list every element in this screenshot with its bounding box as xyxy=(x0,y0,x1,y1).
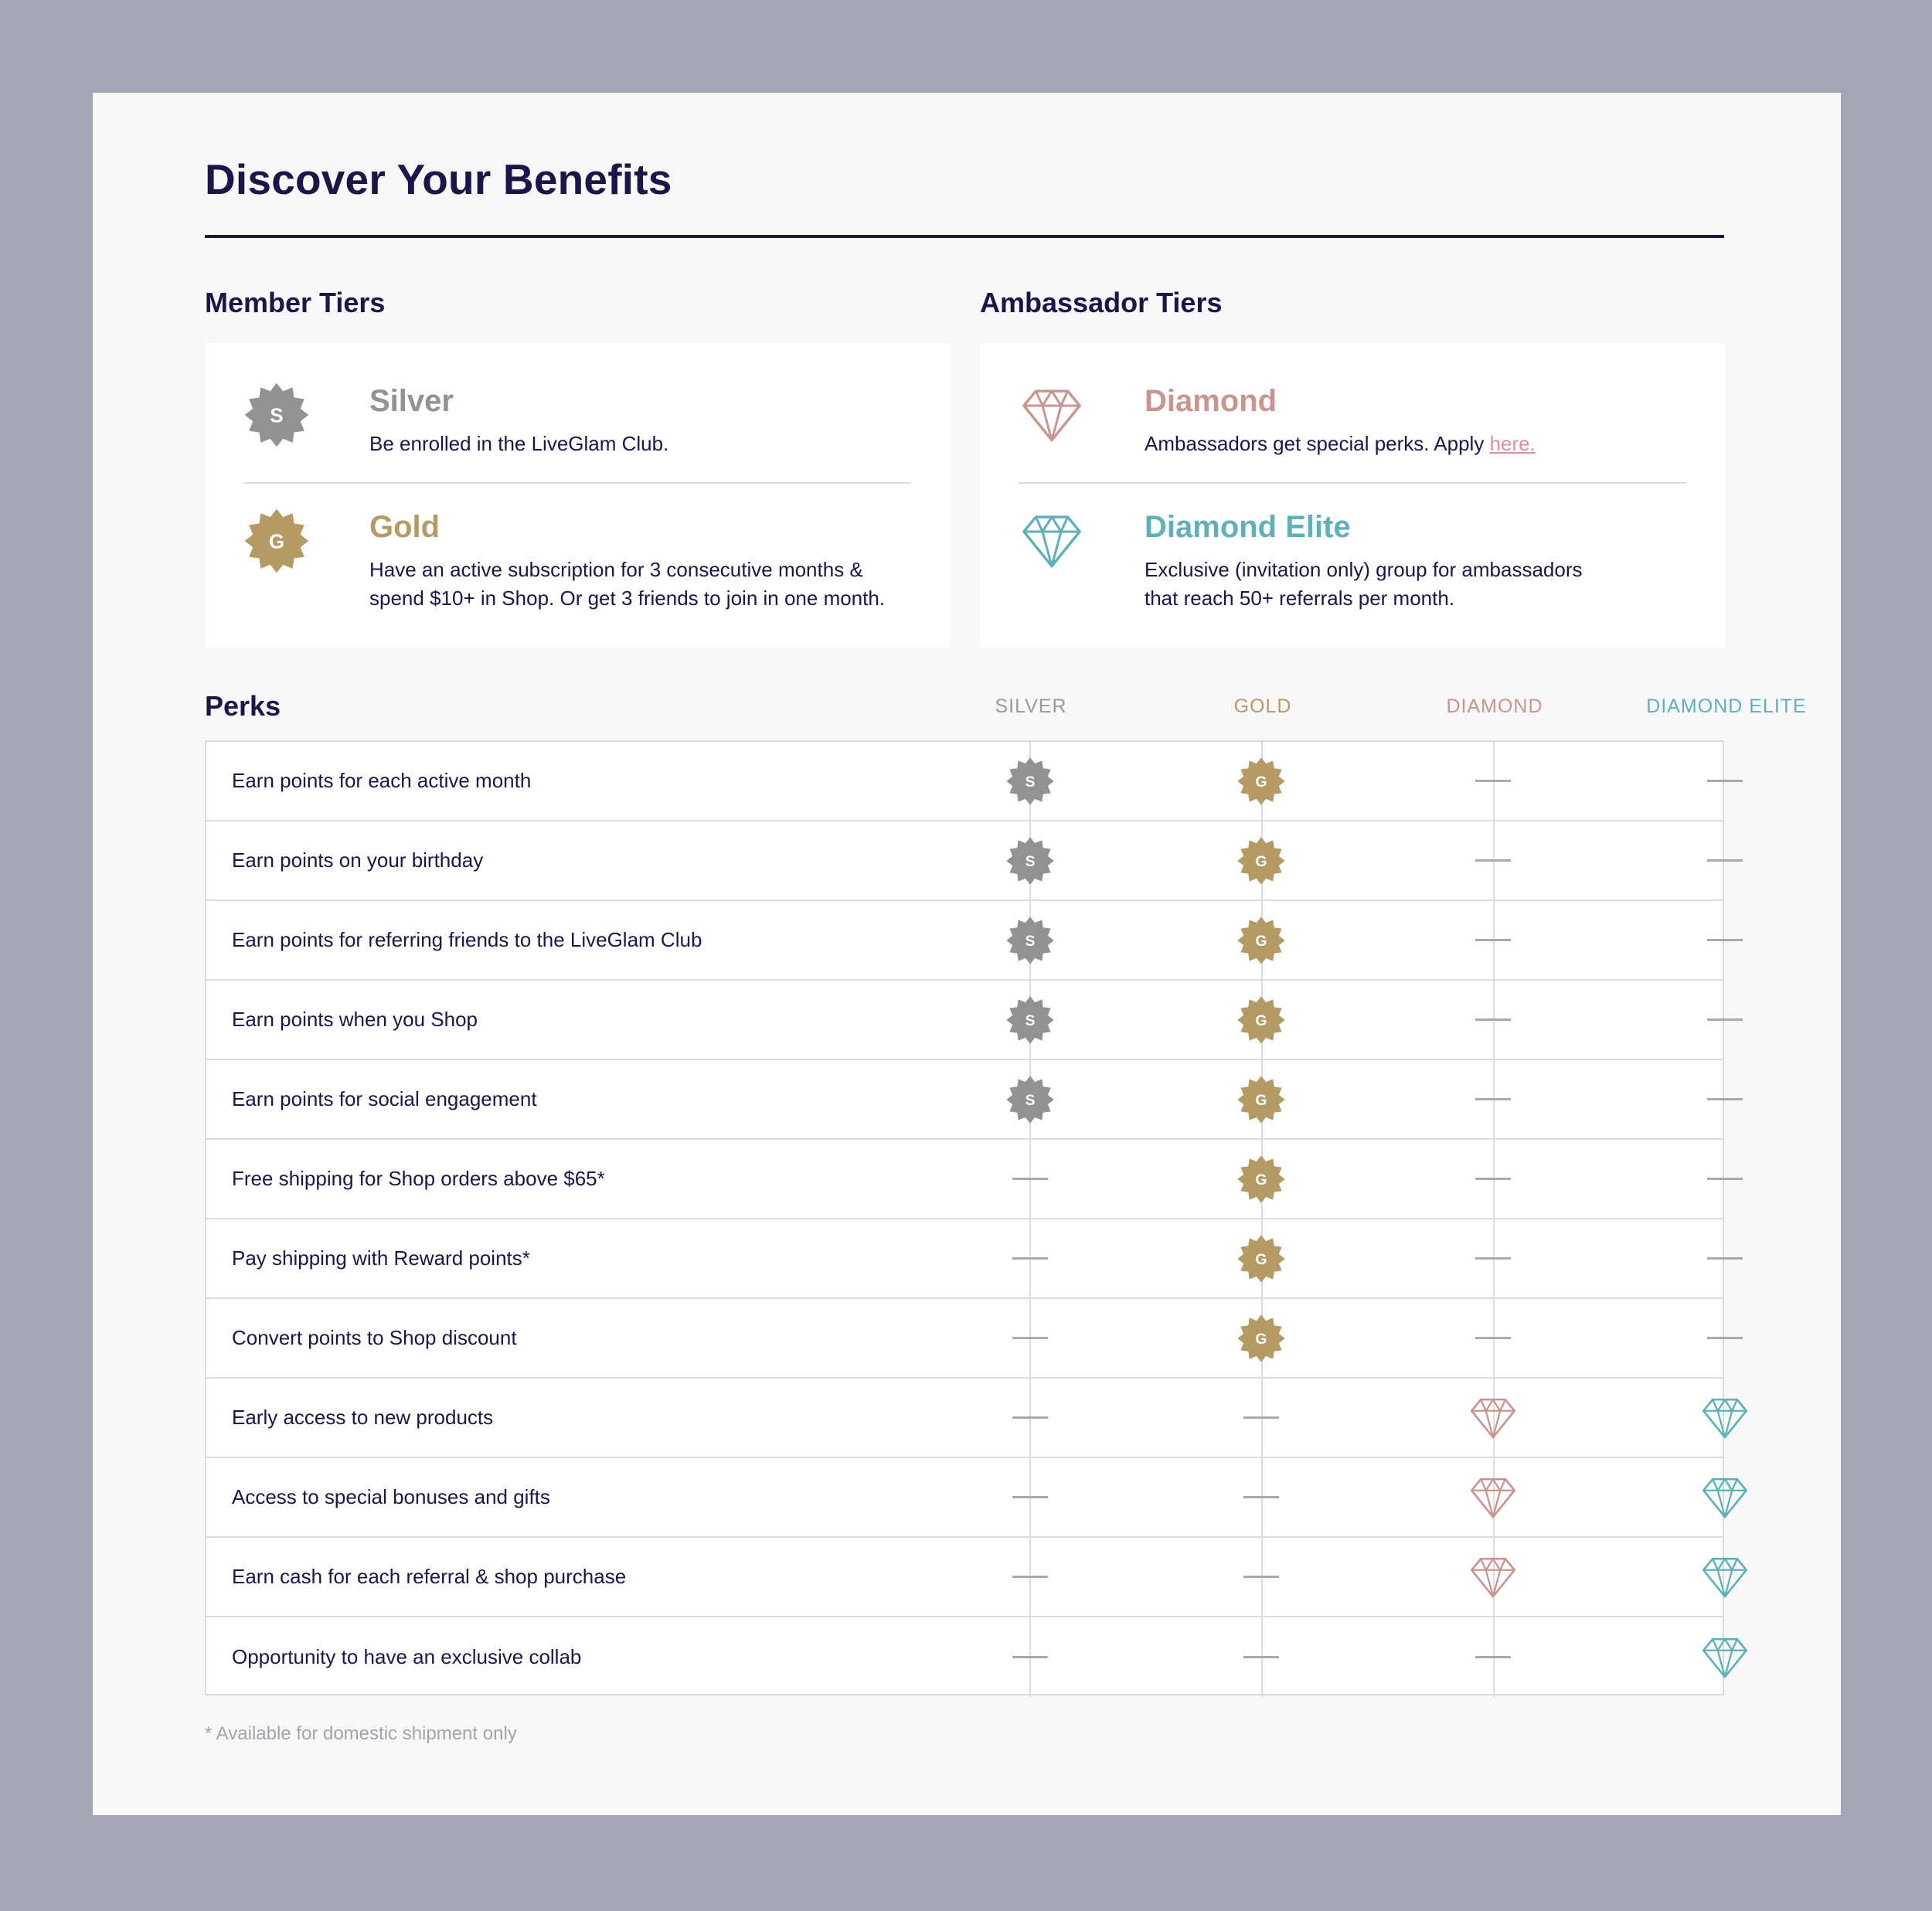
cell-diamond-elite xyxy=(1610,1379,1840,1457)
cell-diamond xyxy=(1378,821,1608,899)
cell-silver xyxy=(915,1219,1145,1297)
not-included-dash xyxy=(1475,1337,1511,1339)
tier-name-diamond: Diamond xyxy=(1145,384,1277,418)
cell-gold xyxy=(1146,1060,1376,1138)
cell-diamond xyxy=(1378,1617,1608,1697)
table-row xyxy=(206,901,1723,981)
svg-text:G: G xyxy=(1255,1171,1267,1188)
not-included-dash xyxy=(1475,939,1511,941)
column-header-silver: SILVER xyxy=(995,695,1067,717)
not-included-dash xyxy=(1012,1257,1048,1260)
perk-label: Earn points for referring friends to the LiveGlam Club xyxy=(232,928,702,951)
tier-divider xyxy=(1019,482,1686,484)
not-included-dash xyxy=(1707,780,1743,782)
table-row xyxy=(206,742,1723,821)
cell-gold xyxy=(1146,1617,1376,1697)
not-included-dash xyxy=(1243,1656,1279,1658)
not-included-dash xyxy=(1475,1656,1511,1658)
ambassador-tiers-panel xyxy=(980,343,1726,648)
not-included-dash xyxy=(1243,1496,1279,1498)
perk-label: Earn points when you Shop xyxy=(232,1008,478,1031)
gold-badge-icon xyxy=(1236,1154,1286,1204)
perks-heading: Perks xyxy=(205,690,281,722)
not-included-dash xyxy=(1012,1656,1048,1658)
not-included-dash xyxy=(1475,1018,1511,1021)
apply-here-link[interactable]: here. xyxy=(1489,432,1536,455)
perk-label: Earn points for social engagement xyxy=(232,1087,537,1110)
not-included-dash xyxy=(1012,1576,1048,1578)
cell-diamond xyxy=(1378,1060,1608,1138)
tier-desc-diamond-elite: Exclusive (invitation only) group for ambassadors that reach 50+ referrals per month. xyxy=(1145,558,1583,610)
cell-gold xyxy=(1146,1538,1376,1616)
diamond-elite-icon xyxy=(1699,1392,1750,1443)
column-header-gold: GOLD xyxy=(1233,695,1292,717)
cell-diamond-elite xyxy=(1610,1219,1840,1297)
gold-badge-icon xyxy=(1236,1314,1286,1363)
cell-silver xyxy=(915,742,1145,820)
cell-gold xyxy=(1146,901,1376,979)
perk-label: Access to special bonuses and gifts xyxy=(232,1485,550,1508)
cell-diamond-elite xyxy=(1610,1299,1840,1377)
svg-text:S: S xyxy=(270,405,284,427)
gold-badge-icon xyxy=(1236,995,1286,1045)
cell-diamond-elite xyxy=(1610,1140,1840,1218)
perk-label: Free shipping for Shop orders above $65* xyxy=(232,1167,605,1190)
tier-desc-gold: Have an active subscription for 3 consecutive months & spend $10+ in Shop. Or get 3 friends to join in one month. xyxy=(369,558,886,610)
perk-label: Opportunity to have an exclusive collab xyxy=(232,1645,582,1668)
silver-badge-icon xyxy=(1005,916,1055,965)
diamond-icon xyxy=(1019,382,1085,448)
perk-label: Earn cash for each referral & shop purchase xyxy=(232,1565,627,1588)
cell-diamond xyxy=(1378,1538,1608,1616)
gold-badge-icon xyxy=(1236,757,1286,806)
title-divider xyxy=(205,235,1724,238)
svg-text:G: G xyxy=(1255,853,1267,870)
diamond-icon xyxy=(1468,1552,1519,1603)
perk-label: Early access to new products xyxy=(232,1406,494,1429)
perks-table xyxy=(205,740,1724,1695)
cell-gold xyxy=(1146,1379,1376,1457)
perk-label: Pay shipping with Reward points* xyxy=(232,1246,530,1270)
cell-diamond-elite xyxy=(1610,742,1840,820)
cell-silver xyxy=(915,981,1145,1059)
svg-text:S: S xyxy=(1025,1012,1036,1029)
silver-badge-icon xyxy=(1005,1075,1055,1124)
svg-text:G: G xyxy=(1255,1012,1267,1029)
perk-label: Earn points on your birthday xyxy=(232,848,484,872)
svg-text:G: G xyxy=(1255,1331,1267,1348)
cell-diamond-elite xyxy=(1610,981,1840,1059)
table-row xyxy=(206,1379,1723,1458)
cell-diamond xyxy=(1378,742,1608,820)
member-tiers-heading: Member Tiers xyxy=(205,287,386,318)
gold-badge-icon xyxy=(243,508,310,574)
not-included-dash xyxy=(1707,1257,1743,1260)
table-row xyxy=(206,1140,1723,1219)
svg-text:G: G xyxy=(1255,774,1267,791)
cell-gold xyxy=(1146,821,1376,899)
diamond-elite-icon xyxy=(1699,1552,1750,1603)
cell-silver xyxy=(915,1140,1145,1218)
tier-desc-diamond: Ambassadors get special perks. Apply here. xyxy=(1145,432,1536,455)
cell-diamond xyxy=(1378,1379,1608,1457)
not-included-dash xyxy=(1012,1416,1048,1419)
not-included-dash xyxy=(1707,939,1743,941)
cell-gold xyxy=(1146,1219,1376,1297)
table-row xyxy=(206,1458,1723,1538)
not-included-dash xyxy=(1243,1416,1279,1419)
member-tiers-panel xyxy=(205,343,951,648)
cell-diamond-elite xyxy=(1610,1617,1840,1697)
silver-badge-icon xyxy=(1005,757,1055,806)
svg-text:S: S xyxy=(1025,933,1036,950)
cell-gold xyxy=(1146,742,1376,820)
silver-badge-icon xyxy=(1005,995,1055,1045)
footnote: * Available for domestic shipment only xyxy=(205,1723,517,1744)
perk-label: Convert points to Shop discount xyxy=(232,1326,517,1349)
diamond-icon xyxy=(1468,1472,1519,1523)
table-row xyxy=(206,1617,1723,1697)
cell-gold xyxy=(1146,1140,1376,1218)
table-row xyxy=(206,1060,1723,1140)
column-header-diamond-elite: DIAMOND ELITE xyxy=(1646,695,1807,717)
cell-silver xyxy=(915,901,1145,979)
ambassador-tiers-heading: Ambassador Tiers xyxy=(980,287,1223,318)
cell-diamond xyxy=(1378,981,1608,1059)
not-included-dash xyxy=(1475,1098,1511,1100)
table-row xyxy=(206,1538,1723,1617)
cell-silver xyxy=(915,1617,1145,1697)
not-included-dash xyxy=(1475,780,1511,782)
svg-text:G: G xyxy=(268,531,285,553)
tier-divider xyxy=(243,482,911,484)
cell-diamond xyxy=(1378,1219,1608,1297)
not-included-dash xyxy=(1707,1098,1743,1100)
cell-gold xyxy=(1146,981,1376,1059)
svg-text:G: G xyxy=(1255,933,1267,950)
cell-gold xyxy=(1146,1299,1376,1377)
svg-text:S: S xyxy=(1025,1092,1036,1109)
cell-silver xyxy=(915,1379,1145,1457)
not-included-dash xyxy=(1707,1178,1743,1180)
table-row xyxy=(206,981,1723,1060)
diamond-elite-icon xyxy=(1019,508,1085,574)
not-included-dash xyxy=(1707,1337,1743,1339)
tier-name-gold: Gold xyxy=(369,510,440,544)
tier-name-silver: Silver xyxy=(369,384,454,418)
cell-gold xyxy=(1146,1458,1376,1536)
not-included-dash xyxy=(1707,859,1743,862)
column-header-diamond: DIAMOND xyxy=(1446,695,1543,717)
table-row xyxy=(206,1219,1723,1299)
diamond-elite-icon xyxy=(1699,1472,1750,1523)
cell-diamond-elite xyxy=(1610,1060,1840,1138)
tier-name-diamond-elite: Diamond Elite xyxy=(1145,510,1351,544)
cell-silver xyxy=(915,1458,1145,1536)
cell-diamond-elite xyxy=(1610,821,1840,899)
svg-text:S: S xyxy=(1025,853,1036,870)
not-included-dash xyxy=(1243,1576,1279,1578)
table-row xyxy=(206,821,1723,901)
cell-diamond-elite xyxy=(1610,1538,1840,1616)
svg-text:G: G xyxy=(1255,1092,1267,1109)
svg-text:G: G xyxy=(1255,1251,1267,1268)
gold-badge-icon xyxy=(1236,916,1286,965)
not-included-dash xyxy=(1475,859,1511,862)
not-included-dash xyxy=(1012,1496,1048,1498)
not-included-dash xyxy=(1475,1178,1511,1180)
diamond-elite-icon xyxy=(1699,1632,1750,1683)
page-title: Discover Your Benefits xyxy=(205,155,672,203)
cell-diamond-elite xyxy=(1610,901,1840,979)
silver-badge-icon xyxy=(1005,836,1055,886)
silver-badge-icon xyxy=(243,382,310,448)
cell-silver xyxy=(915,1538,1145,1616)
not-included-dash xyxy=(1475,1257,1511,1260)
cell-silver xyxy=(915,1060,1145,1138)
gold-badge-icon xyxy=(1236,1234,1286,1284)
cell-silver xyxy=(915,821,1145,899)
cell-diamond xyxy=(1378,1299,1608,1377)
table-row xyxy=(206,1299,1723,1379)
svg-text:S: S xyxy=(1025,774,1036,791)
not-included-dash xyxy=(1012,1178,1048,1180)
cell-diamond xyxy=(1378,901,1608,979)
perk-label: Earn points for each active month xyxy=(232,769,532,792)
gold-badge-icon xyxy=(1236,1075,1286,1124)
not-included-dash xyxy=(1707,1018,1743,1021)
diamond-icon xyxy=(1468,1392,1519,1443)
tier-desc-silver: Be enrolled in the LiveGlam Club. xyxy=(369,432,669,455)
gold-badge-icon xyxy=(1236,836,1286,886)
cell-diamond-elite xyxy=(1610,1458,1840,1536)
cell-silver xyxy=(915,1299,1145,1377)
cell-diamond xyxy=(1378,1458,1608,1536)
cell-diamond xyxy=(1378,1140,1608,1218)
benefits-card xyxy=(93,93,1841,1815)
not-included-dash xyxy=(1012,1337,1048,1339)
